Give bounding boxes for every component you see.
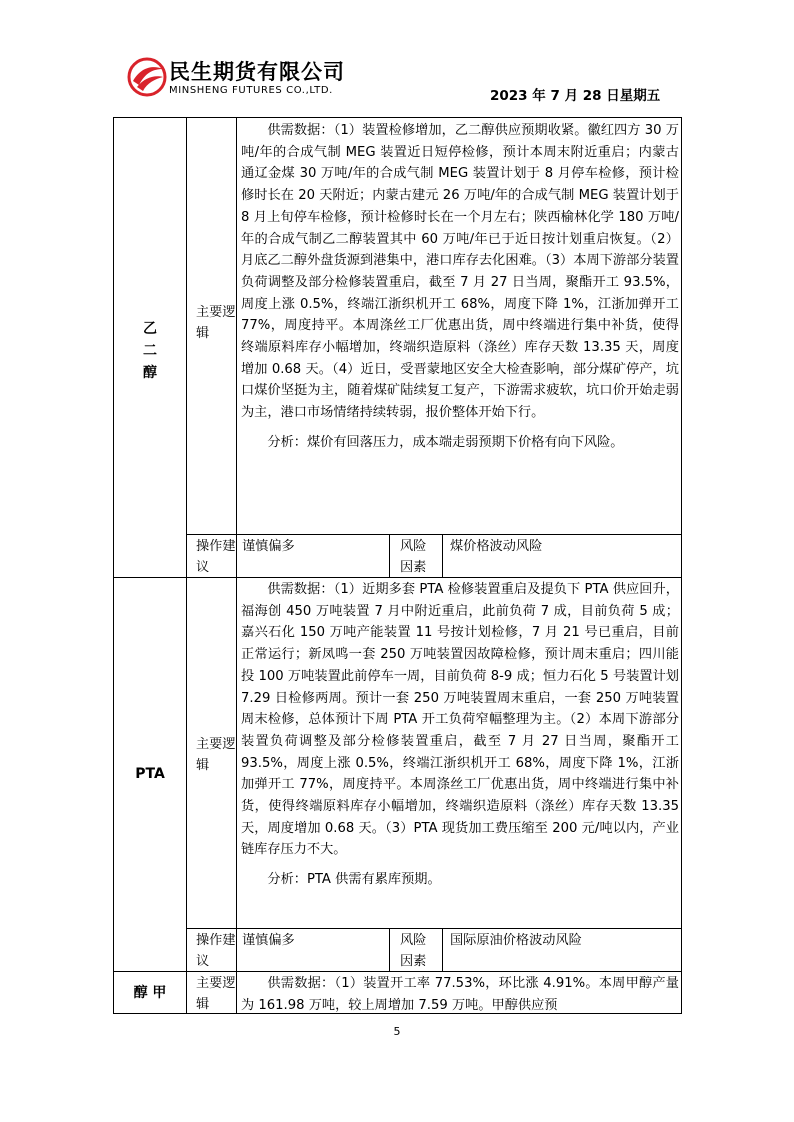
product-name-methanol: 醇 甲 — [133, 985, 167, 1001]
risk-label: 风险因素 — [400, 539, 427, 575]
analysis-text: 分析：煤价有回落压力，成本端走弱预期下价格有向下风险。 — [267, 434, 624, 450]
col-divider — [389, 534, 390, 577]
operation-label: 操作建议 — [196, 933, 236, 969]
col-divider — [186, 118, 187, 1014]
minsheng-logo-icon — [127, 57, 167, 97]
row-divider — [186, 928, 682, 929]
pta-logic-text — [241, 579, 679, 891]
logic-label: 主要逻辑 — [196, 737, 236, 773]
operation-label: 操作建议 — [196, 539, 236, 575]
company-logo — [127, 57, 367, 101]
col-divider — [389, 928, 390, 971]
analysis-table — [113, 117, 682, 1014]
risk-label: 风险因素 — [400, 933, 427, 969]
report-date: 2023 年 7 月 28 日星期五 — [490, 88, 661, 104]
logic-label: 主要逻辑 — [196, 305, 236, 341]
row-divider — [186, 534, 682, 535]
supply-demand-text: 供需数据：（1）装置开工率 77.53%，环比涨 4.91%。本周甲醇产量为 161.98 万吨，较上周增加 7.59 万吨。甲醇供应预 — [241, 976, 679, 1013]
supply-demand-text: 供需数据：（1）近期多套 PTA 检修装置重启及提负下 PTA 供应回升，福海创 450 万吨装置 7 月中附近重启，此前负荷 7 成，目前负荷 5 成；嘉兴石化 150 万吨产能装置 11 号按计划检修，7 月 21 号已重启，目前正常运行；新凤鸣一套 250 万吨装置因故障检修，预计周末重启；四川能投 100 万吨装置此前停车一周，目前负荷 8-9 成；恒力石化 5 号装置计划 7.29 日检修两周。预计一套 250 万吨装置周末重启，一套 250 万吨装置周末检修，总体预计下周 PTA 开工负荷窄幅整理为主。（2）本周下游部分装置负荷调整及部分检修装置重启，截至 7 月 27 日当周，聚酯开工 93.5%，周度上涨 0.5%，终端江浙织机开工 68%，周度下降 1%，江浙加弹开工 77%，周度持平。本周涤丝工厂优惠出货，周中终端进行集中补货，使得终端原料库存小幅增加，终端织造原料（涤丝）库存天数 13.35 天，周度增加 0.68 天。（3）PTA 现货加工费压缩至 200 元/吨以内，产业链库存压力不大。 — [241, 582, 679, 858]
risk-value: 国际原油价格波动风险 — [450, 933, 582, 948]
analysis-text: 分析：PTA 供需有累库预期。 — [267, 872, 441, 888]
page-number: 5 — [393, 1025, 401, 1038]
col-divider — [236, 118, 237, 1014]
product-name-meg: 乙二醇 — [143, 321, 157, 381]
risk-value: 煤价格波动风险 — [450, 539, 543, 554]
col-divider — [442, 928, 443, 971]
supply-demand-text: 供需数据：（1）装置检修增加，乙二醇供应预期收紧。徽红四方 30 万吨/年的合成气制 MEG 装置近日短停检修，预计本周末附近重启；内蒙古通辽金煤 30 万吨/年的合成气制 MEG 装置计划于 8 月停车检修，预计检修时长在 20 天附近；内蒙古建元 26 万吨/年的合成气制 MEG 装置计划于 8 月上旬停车检修，预计检修时长在一个月左右；陕西榆林化学 180 万吨/年的合成气制乙二醇装置其中 60 万吨/年已于近日按计划重启恢复。（2）月底乙二醇外盘货源到港集中，港口库存去化困难。（3）本周下游部分装置负荷调整及部分检修装置重启，截至 7 月 27 日当周，聚酯开工 93.5%，周度上涨 0.5%，终端江浙织机开工 68%，周度下降 1%，江浙加弹开工 77%，周度持平。本周涤丝工厂优惠出货，周中终端进行集中补货，使得终端原料库存小幅增加，终端织造原料（涤丝）库存天数 13.35 天，周度增加 0.68 天。（4）近日，受晋蒙地区安全大检查影响，部分煤矿停产，坑口煤价坚挺为主，随着煤矿陆续复工复产，下游需求疲软，坑口价开始走弱为主，港口市场情绪持续转弱，报价整体开始下行。 — [241, 123, 679, 421]
operation-value: 谨慎偏多 — [242, 539, 295, 554]
logic-label: 主要逻辑 — [196, 976, 236, 1012]
company-name-en: MINSHENG FUTURES CO.,LTD. — [169, 85, 333, 96]
company-name-cn: 民生期货有限公司 — [169, 60, 345, 84]
col-divider — [442, 534, 443, 577]
methanol-logic-text — [241, 973, 679, 1013]
operation-value: 谨慎偏多 — [242, 933, 295, 948]
meg-logic-text — [241, 120, 679, 454]
product-name-pta: PTA — [135, 766, 165, 782]
